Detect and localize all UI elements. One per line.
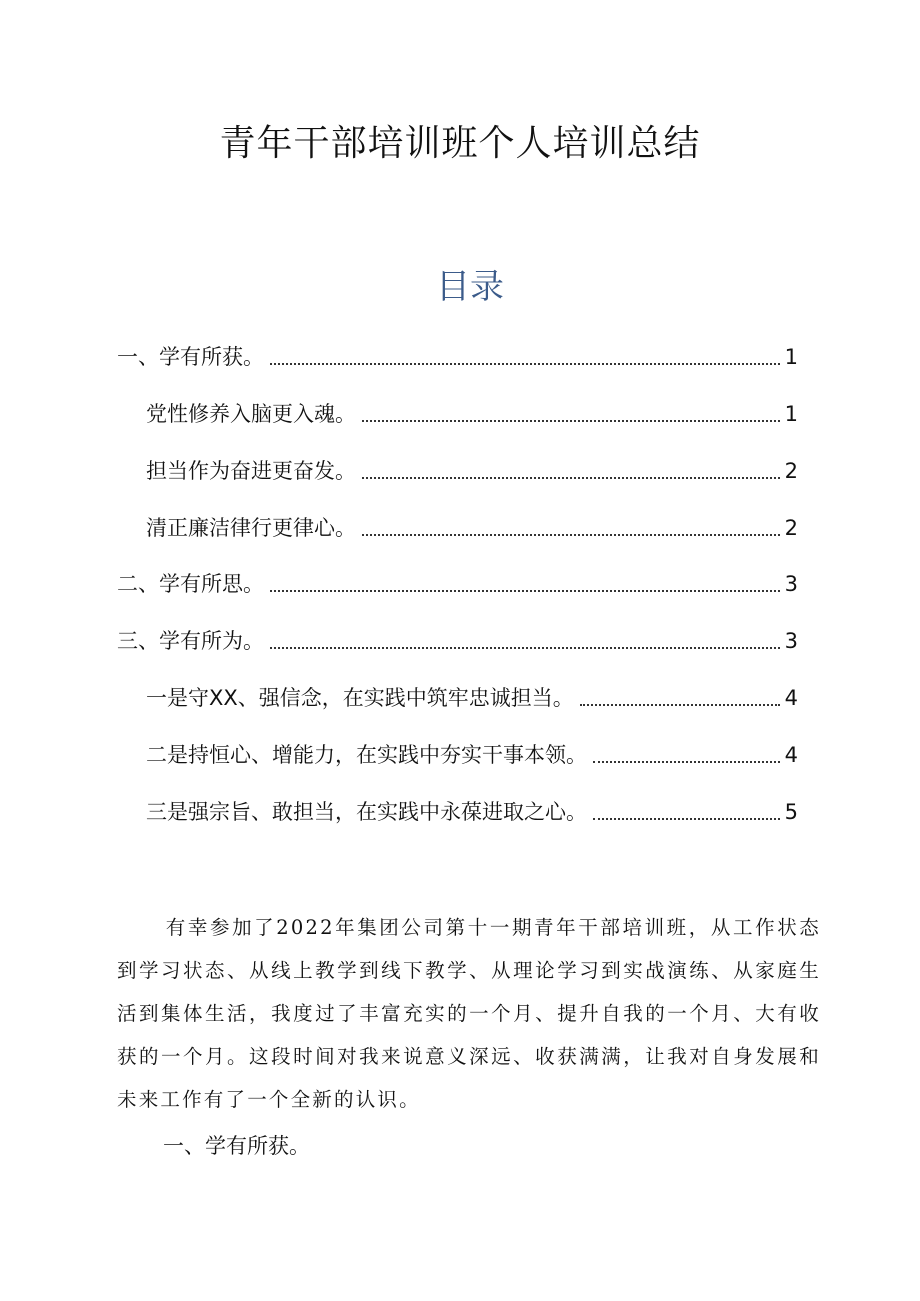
toc-entry-text: 担当作为奋进更奋发。 — [146, 459, 356, 483]
toc-entry-text: 二、学有所思。 — [117, 572, 264, 596]
toc-entry[interactable] — [146, 512, 798, 544]
toc-entry-text: 清正廉洁律行更律心。 — [146, 516, 356, 540]
toc-entry[interactable] — [117, 625, 798, 657]
toc-page-number: 3 — [784, 572, 798, 596]
toc-entry[interactable] — [117, 341, 798, 373]
toc-entry-text: 一、学有所获。 — [117, 345, 264, 369]
toc-entry-text: 党性修养入脑更入魂。 — [146, 402, 356, 426]
toc-page-number: 1 — [784, 345, 798, 369]
toc-page-number: 1 — [784, 402, 798, 426]
toc-heading: 目录 — [436, 267, 504, 307]
toc-entry[interactable] — [146, 682, 798, 714]
toc-page-number: 2 — [784, 516, 798, 540]
toc-entry-text: 三是强宗旨、敢担当，在实践中永葆进取之心。 — [146, 800, 587, 824]
toc-leader-dots — [270, 590, 780, 592]
toc-leader-dots — [270, 647, 780, 649]
intro-paragraph: 有幸参加了2022年集团公司第十一期青年干部培训班，从工作状态到学习状态、从线上教学到线下教学、从理论学习到实战演练、从家庭生活到集体生活，我度过了丰富充实的一个月、提升自我的一个月、大有收获的一个月。这段时间对我来说意义深远、收获满满，让我对自身发展和未来工作有了一个全新的认识。 — [117, 916, 821, 1111]
toc-entry[interactable] — [117, 568, 798, 600]
toc-entry-text: 一是守XX、强信念，在实践中筑牢忠诚担当。 — [146, 686, 574, 710]
toc-page-number: 2 — [784, 459, 798, 483]
toc-entry[interactable] — [146, 398, 798, 430]
toc-entry-text: 二是持恒心、增能力，在实践中夯实干事本领。 — [146, 743, 587, 767]
toc-entry[interactable] — [146, 796, 798, 828]
toc-page-number: 3 — [784, 629, 798, 653]
toc-leader-dots — [593, 761, 780, 763]
page-title: 青年干部培训班个人培训总结 — [219, 123, 701, 164]
toc-page-number: 5 — [784, 800, 798, 824]
section-heading: 一、学有所获。 — [163, 1134, 310, 1158]
toc-leader-dots — [362, 477, 780, 479]
toc-leader-dots — [362, 534, 780, 536]
toc-leader-dots — [580, 704, 780, 706]
toc-leader-dots — [593, 818, 780, 820]
toc-entry[interactable] — [146, 739, 798, 771]
toc-leader-dots — [362, 420, 780, 422]
toc-leader-dots — [270, 363, 780, 365]
toc-page-number: 4 — [784, 686, 798, 710]
toc-entry-text: 三、学有所为。 — [117, 629, 264, 653]
toc-entry[interactable] — [146, 455, 798, 487]
toc-page-number: 4 — [784, 743, 798, 767]
